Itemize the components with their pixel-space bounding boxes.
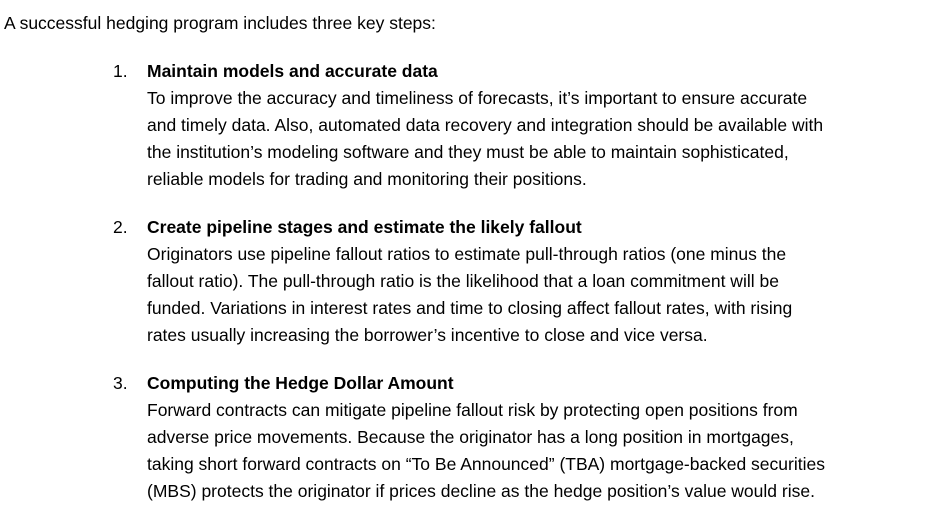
step-item — [0, 214, 939, 349]
step-body-line: To improve the accuracy and timeliness of forecasts, it’s important to ensure accurate — [147, 88, 808, 108]
step-title: Computing the Hedge Dollar Amount — [147, 373, 454, 393]
step-number: 3. — [113, 373, 128, 393]
step-body-line: funded. Variations in interest rates and time to closing affect fallout rates, with rising — [147, 298, 793, 318]
steps-list — [0, 58, 939, 526]
step-number: 1. — [113, 61, 128, 81]
step-body-line: taking short forward contracts on “To Be Announced” (TBA) mortgage-backed securities — [147, 454, 825, 474]
step-body-line: Forward contracts can mitigate pipeline fallout risk by protecting open positions from — [147, 400, 798, 420]
step-body-line: rates usually increasing the borrower’s incentive to close and vice versa. — [147, 325, 708, 345]
step-item — [0, 370, 939, 505]
step-title: Create pipeline stages and estimate the likely fallout — [147, 217, 582, 237]
step-number: 2. — [113, 217, 128, 237]
step-body-line: adverse price movements. Because the originator has a long position in mortgages, — [147, 427, 794, 447]
step-body-line: the institution’s modeling software and they must be able to maintain sophisticated, — [147, 142, 789, 162]
step-body-line: (MBS) protects the originator if prices decline as the hedge position’s value would rise. — [147, 481, 815, 501]
step-title: Maintain models and accurate data — [147, 61, 438, 81]
step-body-line: reliable models for trading and monitoring their positions. — [147, 169, 587, 189]
step-body-line: Originators use pipeline fallout ratios to estimate pull-through ratios (one minus the — [147, 244, 787, 264]
intro-text: A successful hedging program includes three key steps: — [4, 13, 436, 33]
step-body-line: and timely data. Also, automated data recovery and integration should be available with — [147, 115, 824, 135]
step-item — [0, 58, 939, 193]
step-body-line: fallout ratio). The pull-through ratio is the likelihood that a loan commitment will be — [147, 271, 779, 291]
